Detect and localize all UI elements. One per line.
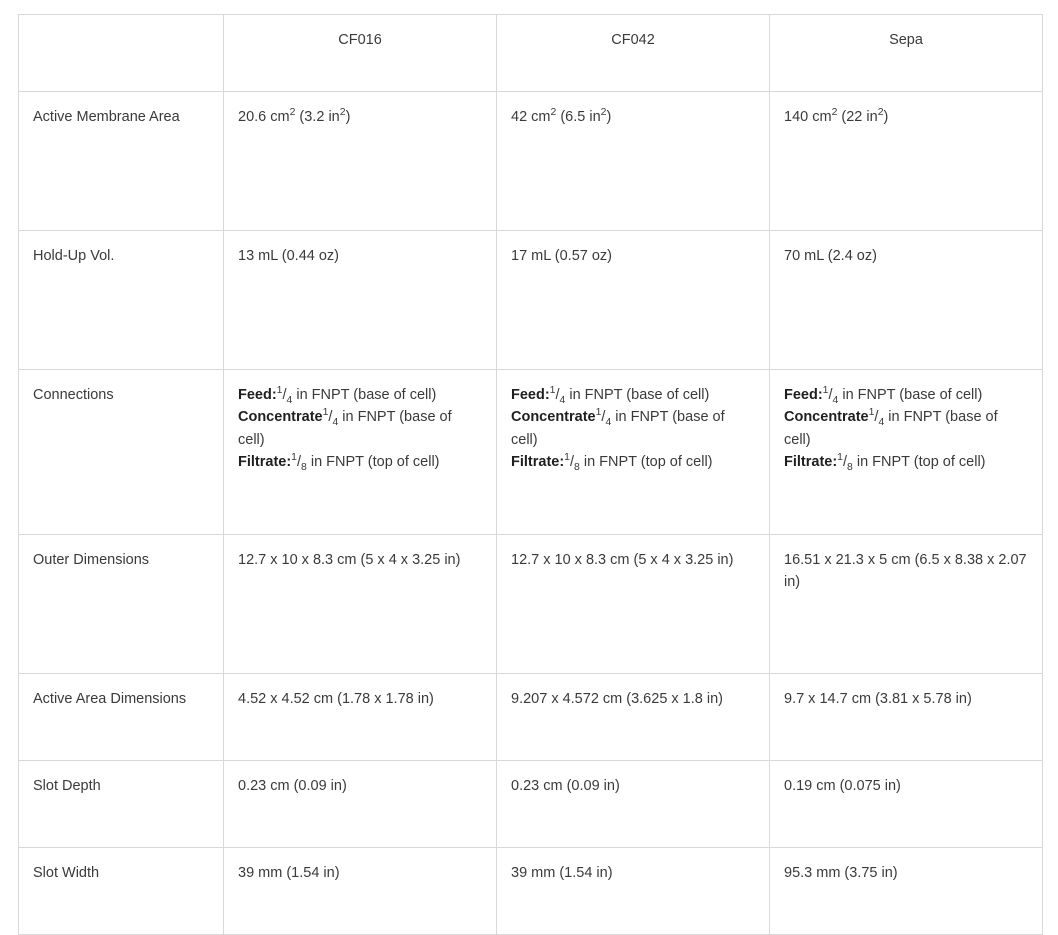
header-cell-corner bbox=[19, 15, 224, 92]
table-row bbox=[19, 370, 1043, 535]
cell-slot-depth-cf016: 0.23 cm (0.09 in) bbox=[224, 761, 497, 848]
value-sup: 2 bbox=[877, 107, 884, 119]
cell-outer-dimensions-cf042: 12.7 x 10 x 8.3 cm (5 x 4 x 3.25 in) bbox=[497, 535, 770, 674]
cell-connections-cf042 bbox=[497, 370, 770, 535]
header-row bbox=[19, 15, 1043, 92]
table-row bbox=[19, 92, 1043, 231]
cell-slot-depth-sepa: 0.19 cm (0.075 in) bbox=[770, 761, 1043, 848]
value-text: ) bbox=[606, 109, 612, 125]
cell-hold-up-vol-sepa: 70 mL (2.4 oz) bbox=[770, 231, 1043, 370]
connection-feed: $Feed:^1/_4$ in FNPT (base of cell) bbox=[238, 385, 437, 406]
cell-active-membrane-area-cf042 bbox=[497, 92, 770, 231]
cell-active-area-dimensions-sepa: 9.7 x 14.7 cm (3.81 x 5.78 in) bbox=[770, 674, 1043, 761]
cell-active-membrane-area-cf016 bbox=[224, 92, 497, 231]
cell-active-membrane-area-sepa bbox=[770, 92, 1043, 231]
row-label-active-area-dimensions: Active Area Dimensions bbox=[19, 674, 224, 761]
value-text: ) bbox=[883, 109, 889, 125]
table-row bbox=[19, 674, 1043, 761]
value-text: 42 cm bbox=[511, 109, 551, 125]
connection-filtrate: $Filtrate:^1/_8$ in FNPT (top of cell) bbox=[784, 452, 986, 474]
connection-filtrate: $Filtrate:^1/_8$ in FNPT (top of cell) bbox=[238, 452, 440, 474]
row-label-hold-up-vol: Hold-Up Vol. bbox=[19, 231, 224, 370]
header-cell-sepa: Sepa bbox=[770, 15, 1043, 92]
value-text: 140 cm bbox=[784, 109, 832, 125]
row-label-slot-depth: Slot Depth bbox=[19, 761, 224, 848]
membrane-cell-specifications-table bbox=[18, 14, 1043, 935]
connection-concentrate: $Concentrate^1/_4$ in FNPT (base of cell) bbox=[238, 407, 452, 448]
value-sup: 2 bbox=[339, 107, 346, 119]
cell-slot-depth-cf042: 0.23 cm (0.09 in) bbox=[497, 761, 770, 848]
table-header bbox=[19, 15, 1043, 92]
value-text: (22 in bbox=[837, 109, 878, 125]
value-sup: 2 bbox=[289, 107, 296, 119]
cell-hold-up-vol-cf016: 13 mL (0.44 oz) bbox=[224, 231, 497, 370]
value-text: 20.6 cm bbox=[238, 109, 290, 125]
connection-feed: $Feed:^1/_4$ in FNPT (base of cell) bbox=[784, 385, 983, 406]
header-cell-cf016: CF016 bbox=[224, 15, 497, 92]
row-label-outer-dimensions: Outer Dimensions bbox=[19, 535, 224, 674]
row-label-slot-width: Slot Width bbox=[19, 848, 224, 935]
table-row bbox=[19, 848, 1043, 935]
cell-slot-width-sepa: 95.3 mm (3.75 in) bbox=[770, 848, 1043, 935]
cell-connections-sepa bbox=[770, 370, 1043, 535]
value-sup: 2 bbox=[600, 107, 607, 119]
table-row bbox=[19, 231, 1043, 370]
cell-active-area-dimensions-cf016: 4.52 x 4.52 cm (1.78 x 1.78 in) bbox=[224, 674, 497, 761]
connection-concentrate: $Concentrate^1/_4$ in FNPT (base of cell) bbox=[784, 407, 998, 448]
value-sup: 2 bbox=[831, 107, 838, 119]
cell-hold-up-vol-cf042: 17 mL (0.57 oz) bbox=[497, 231, 770, 370]
header-cell-cf042: CF042 bbox=[497, 15, 770, 92]
connection-feed: $Feed:^1/_4$ in FNPT (base of cell) bbox=[511, 385, 710, 406]
row-label-active-membrane-area: Active Membrane Area bbox=[19, 92, 224, 231]
cell-outer-dimensions-cf016: 12.7 x 10 x 8.3 cm (5 x 4 x 3.25 in) bbox=[224, 535, 497, 674]
table-body bbox=[19, 92, 1043, 935]
cell-connections-cf016 bbox=[224, 370, 497, 535]
value-text: (6.5 in bbox=[556, 109, 601, 125]
connection-concentrate: $Concentrate^1/_4$ in FNPT (base of cell) bbox=[511, 407, 725, 448]
table-row bbox=[19, 761, 1043, 848]
value-text: ) bbox=[345, 109, 351, 125]
value-text: (3.2 in bbox=[295, 109, 340, 125]
row-label-connections: Connections bbox=[19, 370, 224, 535]
cell-active-area-dimensions-cf042: 9.207 x 4.572 cm (3.625 x 1.8 in) bbox=[497, 674, 770, 761]
cell-slot-width-cf042: 39 mm (1.54 in) bbox=[497, 848, 770, 935]
connection-filtrate: $Filtrate:^1/_8$ in FNPT (top of cell) bbox=[511, 452, 713, 474]
table-row bbox=[19, 535, 1043, 674]
cell-outer-dimensions-sepa: 16.51 x 21.3 x 5 cm (6.5 x 8.38 x 2.07 in) bbox=[770, 535, 1043, 674]
value-sup: 2 bbox=[550, 107, 557, 119]
cell-slot-width-cf016: 39 mm (1.54 in) bbox=[224, 848, 497, 935]
